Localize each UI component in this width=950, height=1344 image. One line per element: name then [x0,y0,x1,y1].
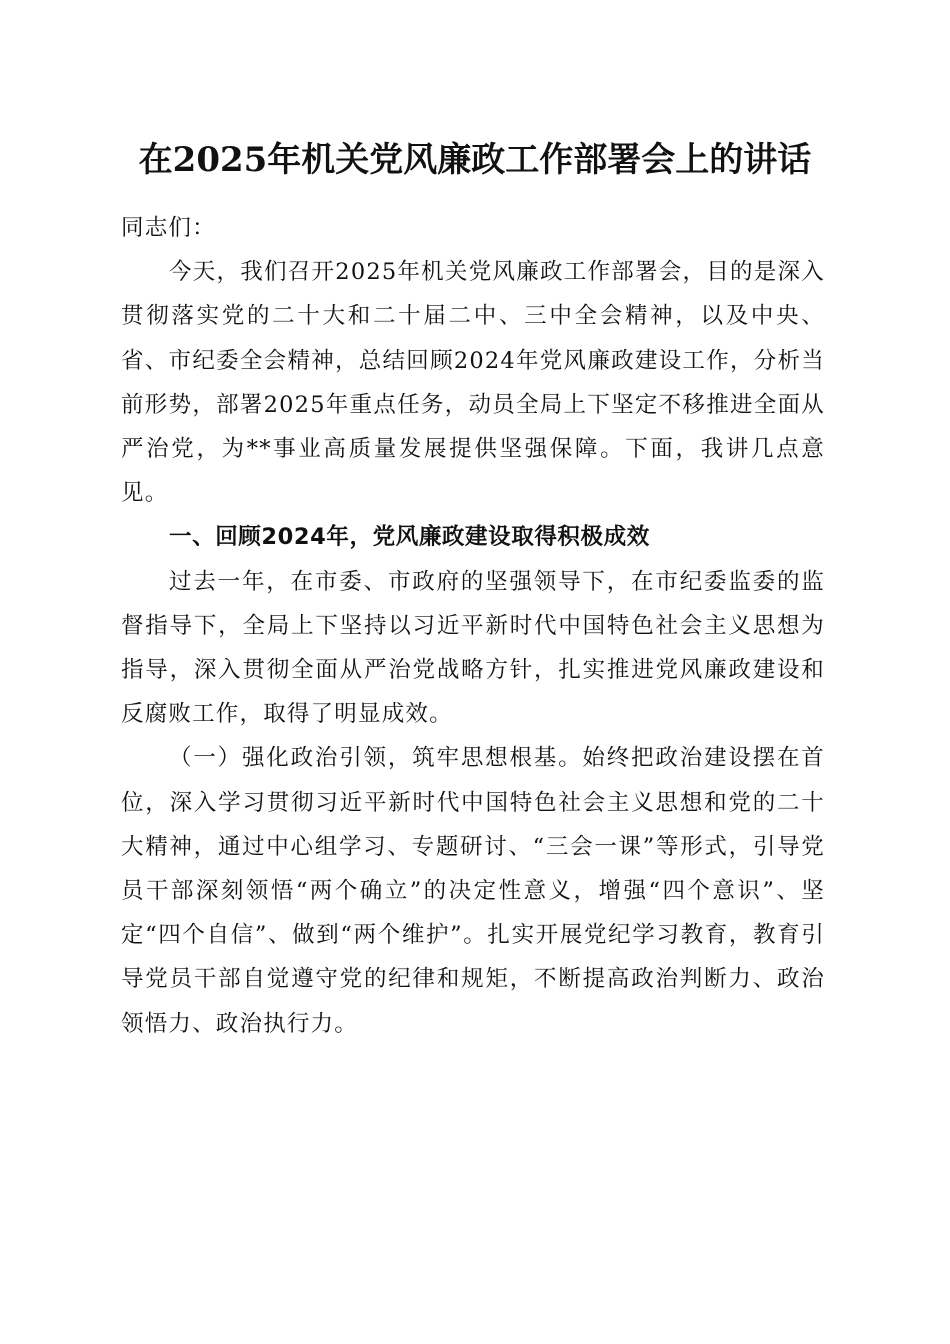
subsection-paragraph: （一）强化政治引领，筑牢思想根基。始终把政治建设摆在首位，深入学习贯彻习近平新时代中国特色社会主义思想和党的二十大精神，通过中心组学习、专题研讨、“三会一课”等形式，引导党员干部深刻领悟“两个确立”的决定性意义，增强“四个意识”、坚定“四个自信”、做到“两个维护”。扎实开展党纪学习教育，教育引导党员干部自觉遵守党的纪律和规矩，不断提高政治判断力、政治领悟力、政治执行力。 [121,745,825,1037]
salutation: 同志们： [121,215,216,241]
section-intro-paragraph: 过去一年，在市委、市政府的坚强领导下，在市纪委监委的监督指导下，全局上下坚持以习近平新时代中国特色社会主义思想为指导，深入贯彻全面从严治党战略方针，扎实推进党风廉政建设和反腐败工作，取得了明显成效。 [121,568,825,728]
document-title: 在2025年机关党风廉政工作部署会上的讲话 [138,140,812,180]
opening-paragraph: 今天，我们召开2025年机关党风廉政工作部署会，目的是深入贯彻落实党的二十大和二十届二中、三中全会精神，以及中央、省、市纪委全会精神，总结回顾2024年党风廉政建设工作，分析当前形势，部署2025年重点任务，动员全局上下坚定不移推进全面从严治党，为**事业高质量发展提供坚强保障。下面，我讲几点意见。 [121,259,825,507]
section-heading: 一、回顾2024年，党风廉政建设取得积极成效 [169,524,650,551]
document-body [121,206,825,1046]
